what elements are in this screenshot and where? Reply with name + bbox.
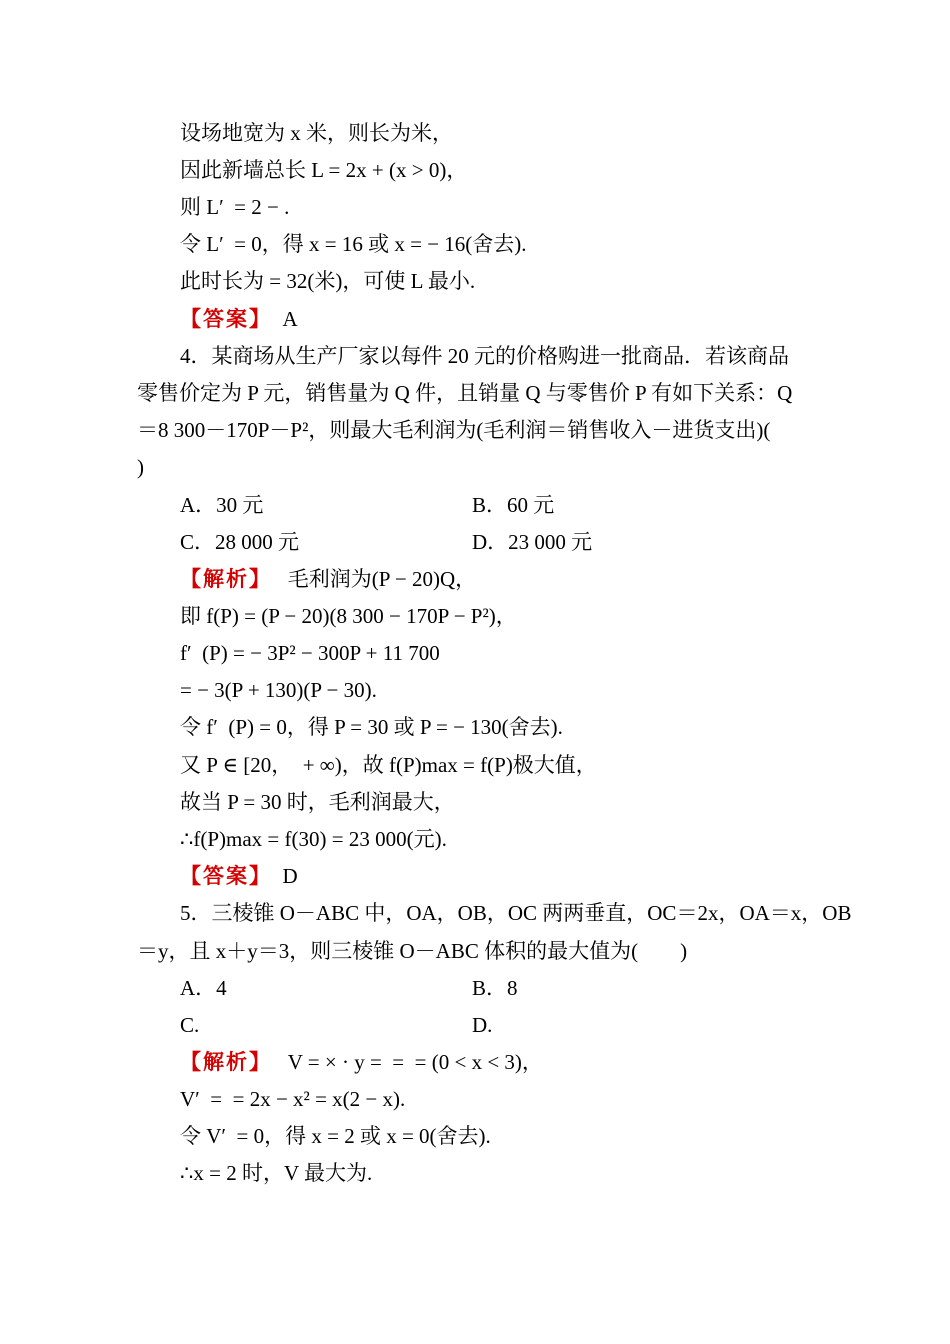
option-b: B．8 — [472, 976, 518, 1000]
question-4-line: 4．某商场从生产厂家以每件 20 元的价格购进一批商品．若该商品 — [180, 344, 789, 368]
option-a: A．30 元 — [180, 493, 264, 517]
solution-line: 即 f(P) = (P − 20)(8 300 − 170P − P²)， — [180, 604, 517, 628]
option-d: D．23 000 元 — [472, 530, 593, 554]
question-4-line: ＝8 300－170P－P²，则最大毛利润为(毛利润＝销售收入－进货支出)( — [137, 418, 771, 442]
solution-line: 令 f′ (P) = 0，得 P = 30 或 P = − 130(舍去). — [180, 715, 563, 739]
answer-tag: 【答案】 — [180, 864, 272, 888]
solution-line: 又 P ∈ [20， + ∞)，故 f(P)max = f(P)极大值， — [180, 753, 597, 777]
solution-line: 此时长为 = 32(米)，可使 L 最小. — [180, 269, 476, 293]
solution-line: f′ (P) = − 3P² − 300P + 11 700 — [180, 641, 440, 665]
solution-line: 【解析】 V = × · y = = = (0 < x < 3)， — [180, 1050, 543, 1074]
question-5-line: ＝y，且 x＋y＝3，则三棱锥 O－ABC 体积的最大值为( ) — [137, 939, 688, 963]
solution-line: 【解析】 毛利润为(P − 20)Q， — [180, 567, 477, 591]
solution-line: 故当 P = 30 时，毛利润最大， — [180, 790, 455, 814]
solution-line: 则 L′ = 2 − . — [180, 195, 290, 219]
solution-line: 设场地宽为 x 米，则长为米， — [180, 121, 453, 145]
option-a: A．4 — [180, 976, 227, 1000]
answer-line — [180, 304, 298, 334]
option-c: C. — [180, 1013, 200, 1037]
option-d: D. — [472, 1013, 493, 1037]
solution-line: = − 3(P + 130)(P − 30). — [180, 678, 377, 702]
solution-line: ∴x = 2 时，V 最大为. — [180, 1161, 373, 1185]
solution-line: 因此新墙总长 L = 2x + (x > 0)， — [180, 158, 468, 182]
answer-tag: 【答案】 — [180, 307, 272, 331]
solution-tag: 【解析】 — [180, 1050, 272, 1074]
question-4-line: 零售价定为 P 元，销售量为 Q 件，且销量 Q 与零售价 P 有如下关系：Q — [137, 381, 793, 405]
answer-line — [180, 861, 298, 891]
solution-line: 令 L′ = 0，得 x = 16 或 x = − 16(舍去). — [180, 232, 527, 256]
answer-value: D — [282, 864, 298, 888]
question-5-line: 5．三棱锥 O－ABC 中，OA，OB，OC 两两垂直，OC＝2x，OA＝x，OB — [180, 901, 852, 925]
solution-line: 令 V′ = 0，得 x = 2 或 x = 0(舍去). — [180, 1124, 491, 1148]
question-4-line: ) — [137, 455, 144, 479]
solution-line: ∴f(P)max = f(30) = 23 000(元). — [180, 827, 447, 851]
solution-line: V′ = = 2x − x² = x(2 − x). — [180, 1087, 406, 1111]
solution-tag: 【解析】 — [180, 567, 272, 591]
option-b: B．60 元 — [472, 493, 555, 517]
answer-value: A — [282, 307, 298, 331]
option-c: C．28 000 元 — [180, 530, 300, 554]
